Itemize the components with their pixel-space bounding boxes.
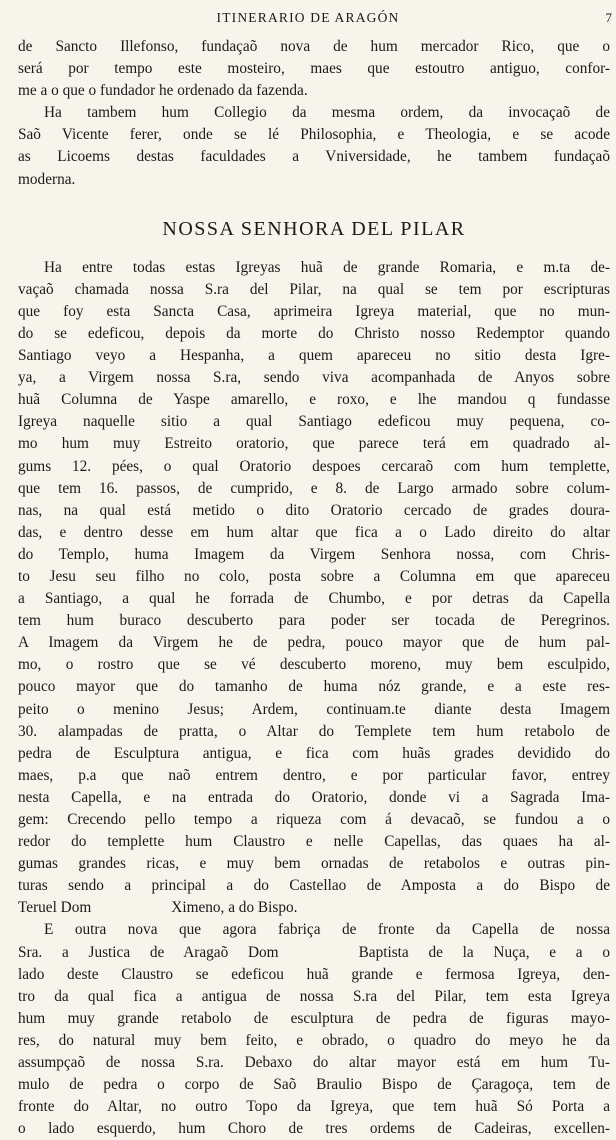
running-head bbox=[0, 8, 616, 28]
text-line: gem: Crecendo pello tempo a riqueza com á devacaõ, se fundou a o bbox=[18, 811, 610, 828]
text-line: Ha entre todas estas Igreyas huã de grande Romaria, e m.ta de- bbox=[44, 258, 610, 276]
text-line: Igreya naquelle sitio a qual Santiago edeficou muy pequena, co- bbox=[18, 413, 610, 431]
text-line: mo, o rostro que se vé descuberto moreno, muy bem esculpido, bbox=[18, 656, 610, 674]
text-line: turas sendo a principal a do Castellao de Amposta a do Bispo de bbox=[18, 877, 610, 895]
text-line: E outra nova que agora fabriça de fronte da Capella de nossa bbox=[44, 921, 610, 939]
text-line: fronte do Altar, no outro Topo da Igreya, que tem huã Só Porta a bbox=[18, 1098, 610, 1116]
running-title: ITINERARIO DE ARAGÓN bbox=[216, 10, 400, 25]
text-line: o lado esquerdo, hum Choro de tres ordems de Cadeiras, excellen- bbox=[18, 1120, 610, 1138]
text-line: a Santiago, a qual he forrada de Chumbo, e por detras da Capella bbox=[18, 590, 610, 608]
sra-before: Sra. a Justica de Aragaõ Dom bbox=[18, 943, 279, 961]
sra-after: Baptista de la Nuça, e a o bbox=[358, 943, 610, 961]
text-line: tem hum buraco descuberto para poder ser tocada de Peregrinos. bbox=[18, 612, 610, 630]
text-line: vaçaõ chamada nossa S.ra del Pilar, na qual se tem por escripturas bbox=[18, 280, 610, 298]
text-line: as Licoems destas faculdades a Vniversidade, he tambem fundaçaõ bbox=[18, 148, 610, 166]
text-line: mulo de pedra o corpo de Saõ Braulio Bispo de Çaragoça, tem de bbox=[18, 1076, 610, 1094]
text-line: tro da qual fica a antigua de nossa S.ra del Pilar, tem esta Igreya bbox=[18, 987, 610, 1005]
text-line: ya, a Virgem nossa S.ra, sendo viva acompanhada de Anyos sobre bbox=[18, 369, 610, 387]
text-line-teruel bbox=[18, 897, 610, 919]
text-line: hum muy grande retabolo de esculptura de pedra de figuras mayo- bbox=[18, 1009, 610, 1027]
text-line: de Sancto Illefonso, fundaçaõ nova de hum mercador Rico, que o bbox=[18, 38, 610, 55]
text-line: gumas grandes ricas, e muy bem ornadas de retabolos e outras pin- bbox=[18, 855, 610, 873]
text-line-sra bbox=[18, 942, 610, 964]
text-line: mo hum muy Estreito oratorio, que parece terá em quadrado al- bbox=[18, 435, 610, 453]
teruel-before: Teruel Dom bbox=[18, 899, 92, 917]
text-line: das, e dentro desse em hum altar que fica a o Lado direito do altar bbox=[18, 523, 610, 541]
text-line: nas, na qual está metido o dito Oratorio cercado de grades doura- bbox=[18, 501, 610, 519]
text-line: Saõ Vicente ferer, onde se lé Philosophia, e Theologia, e se acode bbox=[18, 126, 610, 144]
body-text bbox=[18, 36, 610, 1140]
section-spacer bbox=[18, 191, 610, 209]
text-line: Santiago veyo a Hespanha, a quem apareceu no sitio desta Igre- bbox=[18, 347, 610, 365]
text-line: do se edeficou, depois da morte do Christo nosso Redemptor quando bbox=[18, 324, 610, 342]
page-number: 7 bbox=[605, 10, 612, 25]
text-line: que foy esta Sancta Casa, aprimeira Igreya material, que no mun- bbox=[18, 302, 610, 320]
text-line: me a o que o fundador he ordenado da fazenda. bbox=[18, 82, 308, 100]
text-line: lado deste Claustro se edeficou huã grande e fermosa Igreya, den- bbox=[18, 965, 610, 983]
text-line: huã Columna de Yaspe amarello, e roxo, e lhe mandou q fundasse bbox=[18, 391, 610, 409]
text-line: 30. alampadas de pratta, o Altar do Templete tem hum retabolo de bbox=[18, 722, 610, 740]
text-line: pedra de Esculptura antigua, e fica com huãs grades devidido do bbox=[18, 744, 610, 762]
text-line: maes, p.a que naõ entrem dentro, e por particular favor, entrey bbox=[18, 766, 610, 784]
text-line: res, do natural muy bem feito, e obrado, o quadro do meyo he da bbox=[18, 1031, 610, 1049]
text-line: que tem 16. passos, de cumprido, e 8. de Largo armado sobre colum- bbox=[18, 479, 610, 497]
text-line: do Templo, huma Imagem da Virgem Senhora nossa, com Chris- bbox=[18, 545, 610, 563]
text-line: gums 12. pées, o qual Oratorio despoes cercaraõ com hum templette, bbox=[18, 457, 610, 475]
text-line: assumpçaõ de nossa S.ra. Debaxo do altar mayor está em hum Tu- bbox=[18, 1054, 610, 1072]
text-line: redor do templette hum Claustro e nelle Capellas, das quaes ha al- bbox=[18, 833, 610, 851]
teruel-after: Ximeno, a do Bispo. bbox=[171, 899, 298, 917]
text-line: nesta Capella, e na entrada do Oratorio, donde vi a Sagrada Ima- bbox=[18, 788, 610, 806]
text-line: Ha tambem hum Collegio da mesma ordem, da invocaçaõ de bbox=[44, 104, 610, 122]
text-line: pouco mayor que do tamanho de huma nóz grande, e a este res- bbox=[18, 678, 610, 696]
text-line: moderna. bbox=[18, 170, 76, 188]
text-line: peito o menino Jesus; Ardem, continuam.te diante desta Imagem bbox=[18, 700, 610, 718]
text-line: será por tempo este mosteiro, maes que estoutro antiguo, confor- bbox=[18, 60, 610, 78]
text-line: to Jesu seu filho no colo, posta sobre a Columna em que apareceu bbox=[18, 567, 610, 585]
text-line: A Imagem da Virgem he de pedra, pouco mayor que de hum pal- bbox=[18, 634, 610, 652]
section-heading: NOSSA SENHORA DEL PILAR bbox=[162, 217, 466, 240]
